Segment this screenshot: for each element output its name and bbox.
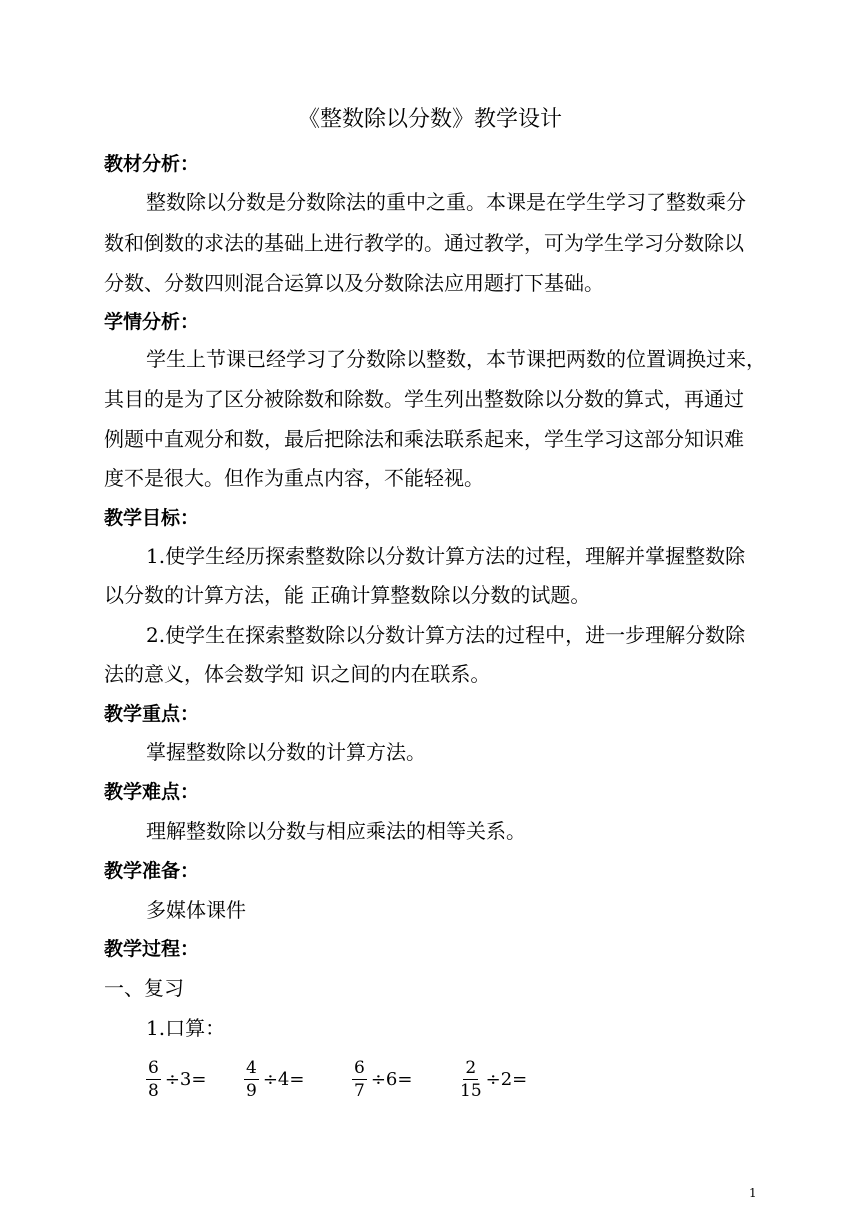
- paragraph-line: 理解整数除以分数与相应乘法的相等关系。: [146, 819, 526, 843]
- sub-step-mental-math: 1.口算：: [146, 1016, 226, 1040]
- denominator: 15: [460, 1080, 482, 1101]
- math-expression: [352, 1053, 412, 1105]
- paragraph-line: 学生上节课已经学习了分数除以整数，本节课把两数的位置调换过来，: [146, 347, 766, 371]
- paragraph-line: 其目的是为了区分被除数和除数。学生列出整数除以分数的算式，再通过: [104, 387, 744, 411]
- math-expression: [460, 1053, 527, 1105]
- paragraph-line: 掌握整数除以分数的计算方法。: [146, 740, 426, 764]
- denominator: 8: [148, 1080, 159, 1101]
- fraction: [460, 1059, 482, 1100]
- paragraph-line: 度不是很大。但作为重点内容，不能轻视。: [104, 466, 484, 490]
- numerator: 4: [246, 1057, 257, 1078]
- paragraph-line: 例题中直观分和数，最后把除法和乘法联系起来，学生学习这部分知识难: [104, 427, 744, 451]
- fraction: [146, 1059, 161, 1100]
- paragraph-line: 法的意义，体会数学知 识之间的内在联系。: [104, 662, 491, 686]
- division-tail: ÷4=: [262, 1068, 305, 1090]
- heading-teaching-process: 教学过程：: [104, 938, 200, 960]
- heading-materials-analysis: 教材分析：: [104, 153, 200, 175]
- paragraph-line: 数和倒数的求法的基础上进行教学的。通过教学，可为学生学习分数除以: [104, 231, 744, 255]
- denominator: 9: [246, 1080, 257, 1101]
- step-review: 一、复习: [104, 976, 184, 1000]
- paragraph-line: 分数、分数四则混合运算以及分数除法应用题打下基础。: [104, 271, 604, 295]
- division-tail: ÷3=: [164, 1068, 207, 1090]
- denominator: 7: [354, 1080, 365, 1101]
- heading-learner-analysis: 学情分析：: [104, 311, 200, 333]
- division-tail: ÷6=: [370, 1068, 413, 1090]
- division-tail: ÷2=: [485, 1068, 528, 1090]
- numerator: 6: [354, 1057, 365, 1078]
- math-expression: [244, 1053, 304, 1105]
- fraction: [352, 1059, 367, 1100]
- fraction: [244, 1059, 259, 1100]
- numerator: 6: [148, 1057, 159, 1078]
- paragraph-line: 1.使学生经历探索整数除以分数计算方法的过程，理解并掌握整数除: [146, 544, 746, 568]
- paragraph-line: 2.使学生在探索整数除以分数计算方法的过程中，进一步理解分数除: [146, 623, 746, 647]
- paragraph-line: 整数除以分数是分数除法的重中之重。本课是在学生学习了整数乘分: [146, 190, 746, 214]
- heading-teaching-goals: 教学目标：: [104, 507, 200, 529]
- heading-key-points: 教学重点：: [104, 703, 200, 725]
- paragraph-line: 以分数的计算方法，能 正确计算整数除以分数的试题。: [104, 583, 591, 607]
- heading-preparation: 教学准备：: [104, 860, 200, 882]
- page-number: 1: [749, 1186, 757, 1200]
- math-expression: [146, 1053, 206, 1105]
- numerator: 2: [465, 1057, 477, 1078]
- paragraph-line: 多媒体课件: [146, 898, 246, 922]
- document-title: 《整数除以分数》教学设计: [297, 107, 562, 132]
- heading-difficulties: 教学难点：: [104, 781, 200, 803]
